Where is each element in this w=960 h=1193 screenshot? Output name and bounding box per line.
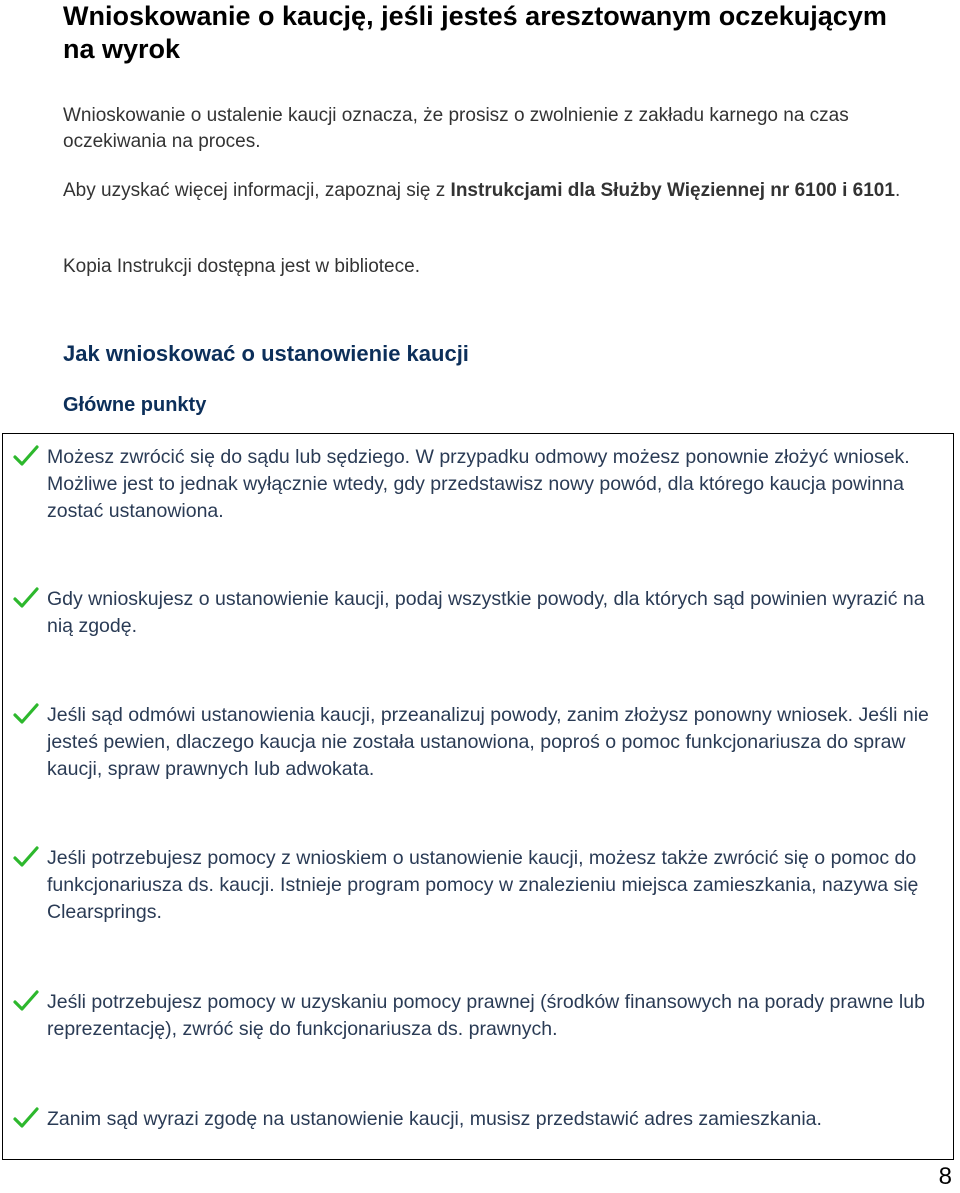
page-number: 8 bbox=[938, 1163, 952, 1190]
intro-paragraph-1: Wnioskowanie o ustalenie kaucji oznacza, że prosisz o zwolnienie z zakładu karnego na czas oczekiwania na proces. bbox=[63, 105, 849, 152]
point-text: Jeśli potrzebujesz pomocy z wnioskiem o ustanowienie kaucji, możesz także zwrócić się o pomoc do funkcjonariusza ds. kaucji. Istnieje program pomocy w znalezieniu miejsca zamieszkania, nazywa się Clearsprings. bbox=[47, 847, 919, 923]
checkmark-icon bbox=[13, 587, 39, 609]
intro-text-end: . bbox=[894, 180, 901, 201]
point-text: Jeśli sąd odmówi ustanowienia kaucji, przeanalizuj powody, zanim złożysz ponowny wniosek. Jeśli nie jesteś pewien, dlaczego kaucja nie została ustanowiona, poproś o pomoc funkcjonariusza do spraw kaucji, spraw prawnych lub adwokata. bbox=[47, 704, 929, 780]
page-title: Wnioskowanie o kaucję, jeśli jesteś aresztowanym oczekującym na wyrok bbox=[63, 1, 887, 64]
checkmark-icon bbox=[13, 703, 39, 725]
intro-paragraph-3: Kopia Instrukcji dostępna jest w bibliotece. bbox=[63, 256, 420, 277]
section-title: Jak wnioskować o ustanowienie kaucji bbox=[63, 341, 469, 366]
checkmark-icon bbox=[13, 846, 39, 868]
intro-paragraph-2 bbox=[63, 178, 943, 204]
point-text: Gdy wnioskujesz o ustanowienie kaucji, podaj wszystkie powody, dla których sąd powinien wyrazić na nią zgodę. bbox=[47, 588, 925, 637]
point-text: Możesz zwrócić się do sądu lub sędziego. W przypadku odmowy możesz ponownie złożyć wniosek. Możliwe jest to jednak wyłącznie wtedy, gdy przedstawisz nowy powód, dla którego kaucja powinna zostać ustanowiona. bbox=[47, 446, 910, 522]
point-text: Zanim sąd wyrazi zgodę na ustanowienie kaucji, musisz przedstawić adres zamieszkania. bbox=[47, 1108, 822, 1130]
intro-text: Aby uzyskać więcej informacji, zapoznaj się z bbox=[63, 180, 451, 201]
checkmark-icon bbox=[13, 990, 39, 1012]
checkmark-icon bbox=[13, 1107, 39, 1129]
main-points-box bbox=[2, 433, 954, 1160]
checkmark-icon bbox=[13, 445, 39, 467]
instructions-reference: Instrukcjami dla Służby Więziennej nr 6100 i 6101 bbox=[450, 180, 895, 201]
point-text: Jeśli potrzebujesz pomocy w uzyskaniu pomocy prawnej (środków finansowych na porady prawne lub reprezentację), zwróć się do funkcjonariusza ds. prawnych. bbox=[47, 991, 925, 1040]
subsection-title: Główne punkty bbox=[63, 394, 207, 416]
